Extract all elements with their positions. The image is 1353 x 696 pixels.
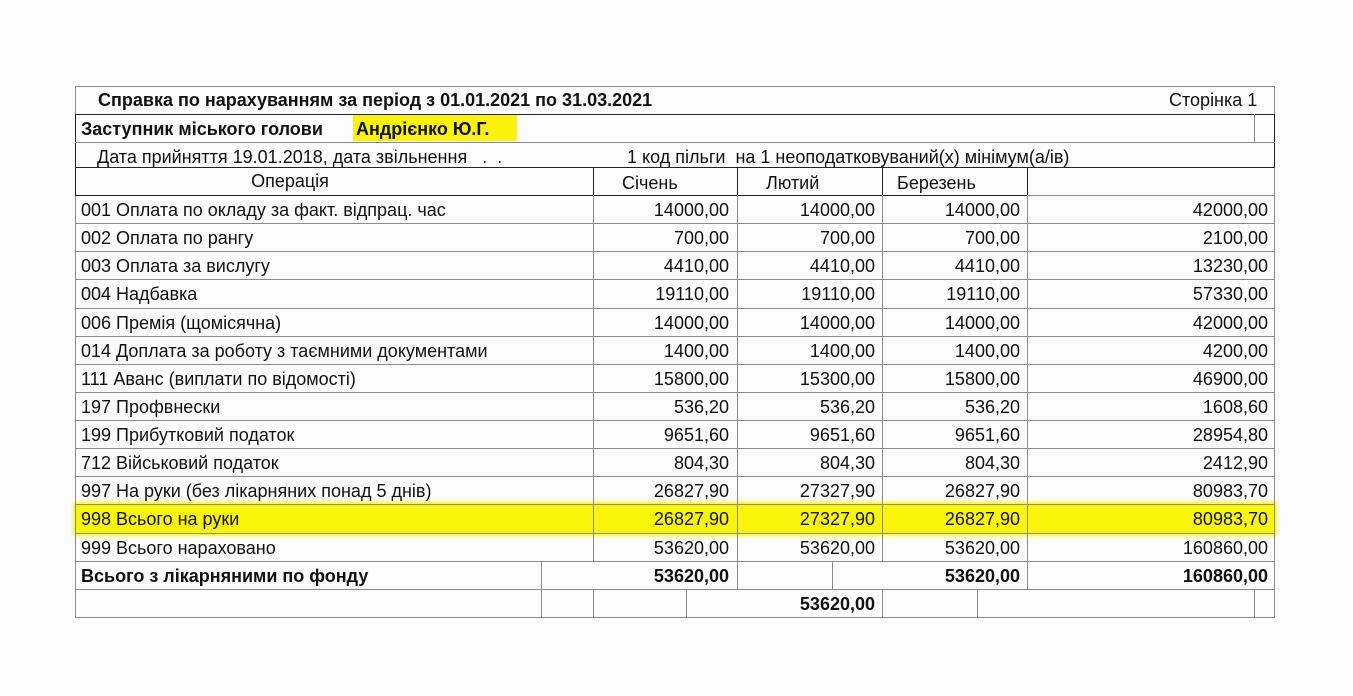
row-value-feb: 27327,90 [799, 481, 875, 501]
row-value-feb: 700,00 [819, 228, 875, 248]
row-operation: 004 Надбавка [81, 284, 198, 304]
row-value-jan: 15800,00 [653, 369, 729, 389]
row-value-mar: 536,20 [964, 397, 1020, 417]
row-operation: 111 Аванс (виплати по відомості) [81, 369, 356, 389]
row-value-jan: 9651,60 [663, 425, 729, 445]
col-header-mar: Березень [897, 173, 976, 193]
row-operation: 001 Оплата по окладу за факт. відпрац. час [81, 200, 446, 220]
row-value-feb: 14000,00 [799, 313, 875, 333]
row-value-jan: 700,00 [673, 228, 729, 248]
row-value-total: 13230,00 [1192, 256, 1268, 276]
fund-total-jan: 53620,00 [653, 566, 729, 586]
row-operation: 997 На руки (без лікарняних понад 5 днів) [81, 481, 432, 501]
row-value-total: 1608,60 [1202, 397, 1268, 417]
row-operation: 006 Премія (щомісячна) [81, 313, 282, 333]
row-value-mar: 14000,00 [944, 313, 1020, 333]
row-value-mar: 53620,00 [944, 538, 1020, 558]
row-value-total: 2412,90 [1202, 453, 1268, 473]
row-value-total: 46900,00 [1192, 369, 1268, 389]
row-value-jan: 53620,00 [653, 538, 729, 558]
fund-total-label: Всього з лікарняними по фонду [81, 566, 369, 586]
row-value-feb: 53620,00 [799, 538, 875, 558]
employee-name: Андрієнко Ю.Г. [356, 119, 490, 139]
hire-info: Дата прийняття 19.01.2018, дата звільнення . . [97, 147, 503, 167]
row-value-jan: 14000,00 [653, 313, 729, 333]
col-header-feb: Лютий [766, 173, 820, 193]
row-operation: 998 Всього на руки [81, 509, 240, 529]
row-value-mar: 19110,00 [946, 284, 1020, 304]
row-value-total: 160860,00 [1182, 538, 1268, 558]
col-header-jan: Січень [622, 173, 678, 193]
position-title: Заступник міського голови [81, 119, 323, 139]
fund-total-sum: 160860,00 [1182, 566, 1268, 586]
row-value-feb: 15300,00 [799, 369, 875, 389]
col-header-operation: Операція [251, 171, 329, 191]
row-value-total: 2100,00 [1202, 228, 1268, 248]
row-value-feb: 1400,00 [809, 341, 875, 361]
row-value-total: 80983,70 [1192, 509, 1268, 529]
fund-total-mar: 53620,00 [944, 566, 1020, 586]
page-number: Сторінка 1 [1169, 90, 1258, 110]
row-value-mar: 14000,00 [944, 200, 1020, 220]
row-value-total: 80983,70 [1192, 481, 1268, 501]
row-value-jan: 26827,90 [653, 481, 729, 501]
row-value-total: 42000,00 [1192, 200, 1268, 220]
row-value-mar: 26827,90 [944, 481, 1020, 501]
row-value-mar: 9651,60 [954, 425, 1020, 445]
row-operation: 003 Оплата за вислугу [81, 256, 270, 276]
row-value-jan: 4410,00 [663, 256, 729, 276]
row-value-jan: 1400,00 [663, 341, 729, 361]
row-value-total: 42000,00 [1192, 313, 1268, 333]
benefit-info: 1 код пільги на 1 неоподатковуваний(х) мінімум(а/ів) [627, 147, 1070, 167]
row-value-mar: 15800,00 [944, 369, 1020, 389]
row-value-feb: 19110,00 [801, 284, 875, 304]
row-value-jan: 14000,00 [653, 200, 729, 220]
row-value-mar: 1400,00 [954, 341, 1020, 361]
row-value-feb: 9651,60 [809, 425, 875, 445]
row-value-feb: 27327,90 [799, 509, 875, 529]
row-value-feb: 14000,00 [799, 200, 875, 220]
row-value-feb: 4410,00 [809, 256, 875, 276]
row-value-mar: 700,00 [964, 228, 1020, 248]
row-operation: 199 Прибутковий податок [81, 425, 295, 445]
row-value-total: 57330,00 [1192, 284, 1268, 304]
row-value-mar: 4410,00 [954, 256, 1020, 276]
row-operation: 712 Військовий податок [81, 453, 279, 473]
row-value-total: 28954,80 [1192, 425, 1268, 445]
row-value-jan: 19110,00 [655, 284, 729, 304]
row-value-jan: 536,20 [673, 397, 729, 417]
row-value-total: 4200,00 [1202, 341, 1268, 361]
row-value-feb: 804,30 [819, 453, 875, 473]
row-value-jan: 26827,90 [653, 509, 729, 529]
row-operation: 197 Профвнески [81, 397, 221, 417]
row-operation: 002 Оплата по рангу [81, 228, 254, 248]
row-value-feb: 536,20 [819, 397, 875, 417]
row-operation: 014 Доплата за роботу з таємними документами [81, 341, 488, 361]
fund-total-feb-bottom: 53620,00 [799, 594, 875, 614]
row-operation: 999 Всього нараховано [81, 538, 276, 558]
row-value-mar: 26827,90 [944, 509, 1020, 529]
row-value-mar: 804,30 [964, 453, 1020, 473]
row-value-jan: 804,30 [673, 453, 729, 473]
report-title: Справка по нарахуванням за період з 01.01.2021 по 31.03.2021 [98, 90, 653, 110]
